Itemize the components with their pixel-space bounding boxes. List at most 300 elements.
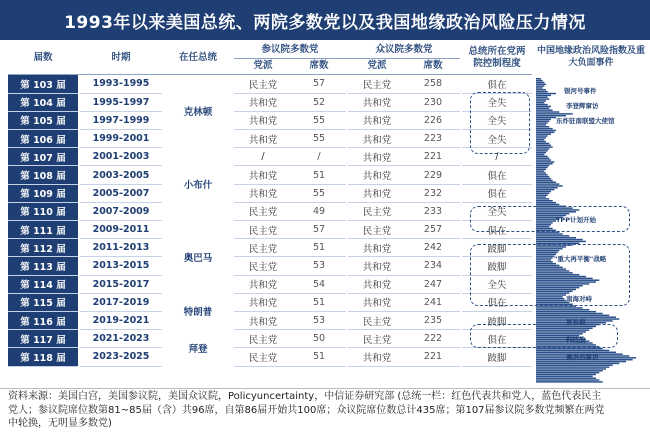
risk-bar	[536, 237, 576, 238]
house-party-cell: 共和党	[348, 93, 406, 111]
risk-bar	[536, 309, 589, 310]
risk-bar	[536, 244, 573, 245]
senate-seats-cell: 53	[292, 311, 346, 329]
header-senate: 参议院多数党	[261, 43, 319, 55]
risk-bar	[536, 180, 553, 181]
risk-bar	[536, 272, 573, 273]
senate-seats-cell: 57	[292, 221, 346, 239]
risk-bar	[536, 187, 558, 188]
senate-seats-cell: 52	[292, 93, 346, 111]
risk-bar	[536, 96, 548, 97]
risk-bar	[536, 104, 548, 105]
spacer	[162, 202, 164, 220]
house-party-cell: 共和党	[348, 184, 406, 202]
risk-bar	[536, 89, 546, 90]
risk-bar	[536, 267, 563, 268]
risk-bar	[536, 182, 556, 183]
senate-party-cell: 共和党	[234, 275, 292, 293]
risk-bar	[536, 196, 546, 197]
event-label: 贸易战	[566, 318, 586, 326]
risk-bar	[536, 372, 599, 373]
risk-bar	[536, 365, 613, 366]
control-cell: 全失	[462, 93, 532, 111]
risk-bar	[536, 285, 583, 286]
risk-bar	[536, 85, 544, 86]
risk-bar	[536, 287, 579, 288]
senate-party-cell: 民主党	[234, 330, 292, 348]
risk-bar	[536, 78, 541, 79]
senate-party-cell: 民主党	[234, 221, 292, 239]
senate-seats-cell: 49	[292, 202, 346, 220]
president-cell: 拜登	[188, 343, 208, 355]
term-cell: 第 117 届	[8, 330, 78, 348]
house-seats-cell: 233	[406, 202, 460, 220]
house-seats-cell: 257	[406, 221, 460, 239]
risk-bar	[536, 156, 548, 157]
risk-bar	[536, 250, 559, 251]
house-party-cell: 民主党	[348, 202, 406, 220]
control-cell: 跛脚	[462, 257, 532, 275]
house-seats-cell: 221	[406, 348, 460, 366]
senate-party-cell: 共和党	[234, 111, 292, 129]
risk-bar	[536, 241, 586, 242]
senate-party-cell: 共和党	[234, 184, 292, 202]
event-label: 东炸驻南联盟大使馆	[556, 117, 615, 125]
risk-bar	[536, 161, 554, 162]
risk-bar	[536, 329, 589, 330]
risk-bar	[536, 259, 551, 260]
control-cell: 俱在	[462, 293, 532, 311]
control-cell: 跛脚	[462, 239, 532, 257]
senate-seats-cell: 55	[292, 130, 346, 148]
risk-bar	[536, 231, 559, 232]
risk-bar	[536, 379, 599, 380]
risk-bar	[536, 82, 544, 83]
risk-bar	[536, 263, 556, 264]
president-cell: 特朗普	[183, 307, 213, 319]
control-cell: 全失	[462, 130, 532, 148]
risk-bar	[536, 274, 579, 275]
risk-bar	[536, 376, 593, 377]
risk-bar	[536, 135, 548, 136]
table-row	[8, 93, 532, 111]
header-house-seats: 席数	[423, 59, 443, 71]
term-cell: 第 104 届	[8, 93, 78, 111]
senate-seats-cell: 51	[292, 293, 346, 311]
risk-bar	[536, 304, 573, 305]
event-label: 科技战	[566, 336, 586, 344]
event-label: 佩洛西窜访	[566, 353, 599, 361]
risk-bar	[536, 152, 546, 153]
period-cell: 2009-2011	[80, 221, 162, 239]
risk-bar	[536, 124, 546, 125]
term-cell: 第 108 届	[8, 166, 78, 184]
highlight-box-clinton	[470, 92, 530, 154]
risk-bar	[536, 346, 599, 347]
house-seats-cell: 230	[406, 93, 460, 111]
risk-bar	[536, 366, 609, 367]
risk-bar	[536, 170, 544, 171]
period-cell: 2005-2007	[80, 184, 162, 202]
risk-bar	[536, 298, 564, 299]
senate-party-cell: 民主党	[234, 75, 292, 93]
term-cell: 第 112 届	[8, 239, 78, 257]
risk-bar	[536, 165, 549, 166]
spacer	[162, 311, 164, 329]
table-row	[8, 293, 532, 311]
senate-party-cell: 共和党	[234, 93, 292, 111]
risk-bar	[536, 163, 553, 164]
table-row	[8, 130, 532, 148]
risk-bar	[536, 211, 576, 212]
risk-bar	[536, 198, 549, 199]
risk-bar	[536, 119, 551, 120]
risk-bar	[536, 113, 573, 114]
risk-bar	[536, 291, 573, 292]
risk-bar	[536, 84, 546, 85]
table-row	[8, 75, 532, 93]
period-cell: 1997-1999	[80, 111, 162, 129]
risk-bar	[536, 235, 569, 236]
header-term: 届数	[33, 51, 53, 63]
risk-bar	[536, 176, 549, 177]
house-seats-cell: 223	[406, 130, 460, 148]
risk-bar	[536, 145, 551, 146]
risk-bar	[536, 93, 556, 94]
term-cell: 第 107 届	[8, 148, 78, 166]
risk-bar	[536, 133, 551, 134]
risk-bar	[536, 122, 548, 123]
risk-bar	[536, 111, 559, 112]
risk-bar	[536, 172, 546, 173]
house-seats-cell: 247	[406, 275, 460, 293]
risk-bar	[536, 243, 579, 244]
risk-bar	[536, 222, 553, 223]
header-senate-seats: 席数	[309, 59, 329, 71]
table-row	[8, 111, 532, 129]
risk-bar	[536, 154, 544, 155]
spacer	[162, 275, 164, 293]
table-row	[8, 348, 532, 366]
house-party-cell: 共和党	[348, 257, 406, 275]
house-party-cell: 共和党	[348, 275, 406, 293]
senate-party-cell: 共和党	[234, 293, 292, 311]
period-cell: 2017-2019	[80, 293, 162, 311]
risk-bar	[536, 224, 551, 225]
risk-bar	[536, 294, 566, 295]
risk-bar	[536, 228, 553, 229]
event-label: 李登辉窜访	[566, 102, 599, 110]
senate-seats-cell: 53	[292, 257, 346, 275]
control-cell: /	[462, 148, 532, 166]
table-header	[8, 42, 650, 74]
risk-bar	[536, 328, 593, 329]
spacer	[162, 257, 164, 275]
table-row	[8, 330, 532, 348]
table-row	[8, 257, 532, 275]
risk-bar	[536, 292, 569, 293]
house-party-cell: 共和党	[348, 130, 406, 148]
control-cell: 全失	[462, 275, 532, 293]
event-label: 南海对峙	[566, 295, 592, 303]
period-cell: 1999-2001	[80, 130, 162, 148]
house-seats-cell: 234	[406, 257, 460, 275]
senate-party-cell: 民主党	[234, 202, 292, 220]
risk-bar	[536, 102, 544, 103]
risk-bar	[536, 206, 566, 207]
risk-bar	[536, 368, 606, 369]
risk-bar	[536, 370, 603, 371]
header-house-party: 党派	[367, 59, 387, 71]
house-seats-cell: 226	[406, 111, 460, 129]
risk-bar	[536, 191, 551, 192]
spacer	[162, 166, 164, 184]
risk-bar	[536, 207, 573, 208]
table-row	[8, 275, 532, 293]
term-cell: 第 106 届	[8, 130, 78, 148]
term-cell: 第 109 届	[8, 184, 78, 202]
house-party-cell: 共和党	[348, 293, 406, 311]
risk-bar	[536, 109, 553, 110]
risk-bar	[536, 331, 586, 332]
spacer	[162, 348, 164, 366]
control-cell: 俱在	[462, 221, 532, 239]
control-cell: 俱在	[462, 184, 532, 202]
header-control: 总统所在党两院控制程度	[468, 45, 526, 69]
risk-bar	[536, 130, 556, 131]
risk-bar	[536, 139, 544, 140]
risk-bar	[536, 98, 549, 99]
risk-bar	[536, 178, 551, 179]
risk-bar	[536, 95, 551, 96]
control-cell: 跛脚	[462, 311, 532, 329]
risk-bar	[536, 289, 576, 290]
politics-table	[8, 75, 532, 367]
table-row	[8, 148, 532, 166]
period-cell: 2001-2003	[80, 148, 162, 166]
title-text: 1993年以来美国总统、两院多数党以及我国地缘政治风险压力情况	[64, 12, 586, 33]
house-seats-cell: 221	[406, 148, 460, 166]
risk-bar	[536, 305, 576, 306]
senate-seats-cell: 51	[292, 348, 346, 366]
risk-bar	[536, 143, 549, 144]
risk-bar	[536, 209, 579, 210]
risk-bar	[536, 348, 603, 349]
period-cell: 2021-2023	[80, 330, 162, 348]
house-seats-cell: 232	[406, 184, 460, 202]
term-cell: 第 105 届	[8, 111, 78, 129]
risk-bar	[536, 281, 596, 282]
risk-bar	[536, 200, 553, 201]
page-title	[0, 0, 650, 40]
risk-bar	[536, 226, 549, 227]
risk-bar	[536, 344, 596, 345]
spacer	[162, 93, 164, 111]
spacer	[162, 184, 164, 202]
header-period: 时期	[111, 51, 131, 63]
risk-bar	[536, 270, 569, 271]
risk-bar	[536, 91, 548, 92]
header-risk: 中国地缘政治风险指数及重大负面事件	[536, 46, 645, 68]
risk-bar	[536, 220, 556, 221]
senate-seats-cell: 55	[292, 111, 346, 129]
risk-bar	[536, 300, 566, 301]
risk-bar	[536, 377, 596, 378]
risk-bar	[536, 313, 603, 314]
control-cell: 跛脚	[462, 348, 532, 366]
risk-bar	[536, 257, 553, 258]
risk-bar	[536, 204, 559, 205]
risk-bar	[536, 307, 583, 308]
risk-bar	[536, 254, 556, 255]
risk-bar	[536, 265, 559, 266]
risk-bar	[536, 117, 556, 118]
risk-bar	[536, 87, 543, 88]
risk-bar	[536, 106, 551, 107]
period-cell: 2023-2025	[80, 348, 162, 366]
table-row	[8, 202, 532, 220]
control-cell: 全失	[462, 202, 532, 220]
risk-bar	[536, 185, 563, 186]
risk-bar	[536, 233, 563, 234]
table-row	[8, 239, 532, 257]
senate-party-cell: 民主党	[234, 257, 292, 275]
senate-seats-cell: 57	[292, 75, 346, 93]
period-cell: 1995-1997	[80, 93, 162, 111]
period-cell: 2003-2005	[80, 166, 162, 184]
period-cell: 2007-2009	[80, 202, 162, 220]
senate-seats-cell: 51	[292, 166, 346, 184]
footnote-divider	[0, 388, 650, 389]
footnote: 资料来源：美国白宫，美国参议院，美国众议院，Policyuncertainty，中信证券研究部 (总统一栏：红色代表共和党人，蓝色代表民主党人；参议院席位数第81~85届（含）共96席，自第86届开始共100席；众议院席位数总计435席；第107届参议院多数党频繁在两党中轮换，无明显多数党)	[8, 391, 605, 429]
risk-bar	[536, 189, 554, 190]
risk-bar	[536, 350, 609, 351]
header-president: 在任总统	[178, 51, 217, 63]
president-cell: 克林顿	[183, 107, 213, 119]
table-row	[8, 166, 532, 184]
header-senate-party: 党派	[253, 59, 273, 71]
risk-bar	[536, 128, 553, 129]
control-cell: 俱在	[462, 166, 532, 184]
house-party-cell: 共和党	[348, 166, 406, 184]
risk-bar	[536, 302, 569, 303]
house-seats-cell: 229	[406, 166, 460, 184]
house-seats-cell: 222	[406, 330, 460, 348]
period-cell: 2015-2017	[80, 275, 162, 293]
risk-bar	[536, 80, 543, 81]
risk-bar	[536, 276, 586, 277]
risk-bar	[536, 248, 563, 249]
spacer	[162, 130, 164, 148]
risk-bar	[536, 202, 556, 203]
risk-bar	[536, 150, 548, 151]
period-cell: 2013-2015	[80, 257, 162, 275]
risk-bar	[536, 169, 546, 170]
house-party-cell: 共和党	[348, 148, 406, 166]
term-cell: 第 113 届	[8, 257, 78, 275]
house-seats-cell: 258	[406, 75, 460, 93]
term-cell: 第 103 届	[8, 75, 78, 93]
risk-bar	[536, 268, 566, 269]
risk-bar	[536, 279, 599, 280]
senate-party-cell: 民主党	[234, 239, 292, 257]
risk-bar	[536, 278, 593, 279]
risk-bar	[536, 148, 549, 149]
risk-bar	[536, 296, 563, 297]
spacer	[162, 239, 164, 257]
house-seats-cell: 241	[406, 293, 460, 311]
period-cell: 2019-2021	[80, 311, 162, 329]
risk-bar	[536, 239, 583, 240]
risk-bar	[536, 230, 556, 231]
risk-bar	[536, 100, 546, 101]
risk-bar	[536, 132, 554, 133]
header-house: 众议院多数党	[375, 43, 433, 55]
risk-bar	[536, 311, 596, 312]
event-label: "重大再平衡"战略	[554, 255, 607, 263]
term-cell: 第 116 届	[8, 311, 78, 329]
senate-party-cell: 共和党	[234, 311, 292, 329]
control-cell: 俱在	[462, 75, 532, 93]
senate-party-cell: 民主党	[234, 348, 292, 366]
term-cell: 第 115 届	[8, 293, 78, 311]
risk-bar	[536, 194, 548, 195]
president-cell: 小布什	[183, 180, 213, 192]
senate-party-cell: 共和党	[234, 166, 292, 184]
house-seats-cell: 235	[406, 311, 460, 329]
risk-bar	[536, 108, 549, 109]
risk-bar	[536, 167, 548, 168]
table-row	[8, 184, 532, 202]
risk-bar	[536, 363, 619, 364]
term-cell: 第 114 届	[8, 275, 78, 293]
senate-party-cell: 共和党	[234, 130, 292, 148]
senate-seats-cell: 54	[292, 275, 346, 293]
house-party-cell: 民主党	[348, 75, 406, 93]
senate-seats-cell: 50	[292, 330, 346, 348]
risk-bar	[536, 137, 546, 138]
period-cell: 1993-1995	[80, 75, 162, 93]
president-cell: 奥巴马	[183, 252, 213, 264]
house-party-cell: 共和党	[348, 239, 406, 257]
risk-bar	[536, 361, 626, 362]
risk-bar	[536, 246, 566, 247]
term-cell: 第 110 届	[8, 202, 78, 220]
senate-seats-cell: 55	[292, 184, 346, 202]
risk-bar	[536, 157, 549, 158]
house-party-cell: 民主党	[348, 330, 406, 348]
risk-bar	[536, 141, 546, 142]
term-cell: 第 111 届	[8, 221, 78, 239]
period-cell: 2011-2013	[80, 239, 162, 257]
senate-seats-cell: 51	[292, 239, 346, 257]
event-label: TPP计划开始	[556, 216, 596, 224]
house-party-cell: 共和党	[348, 348, 406, 366]
risk-bar	[536, 146, 553, 147]
table-row	[8, 221, 532, 239]
risk-bar	[536, 126, 549, 127]
risk-bar	[536, 261, 553, 262]
house-party-cell: 民主党	[348, 221, 406, 239]
term-cell: 第 118 届	[8, 348, 78, 366]
risk-bar	[536, 255, 554, 256]
spacer	[162, 111, 164, 129]
table-row	[8, 311, 532, 329]
house-seats-cell: 242	[406, 239, 460, 257]
risk-bar	[536, 159, 551, 160]
risk-bar	[536, 283, 589, 284]
risk-bar	[536, 121, 549, 122]
